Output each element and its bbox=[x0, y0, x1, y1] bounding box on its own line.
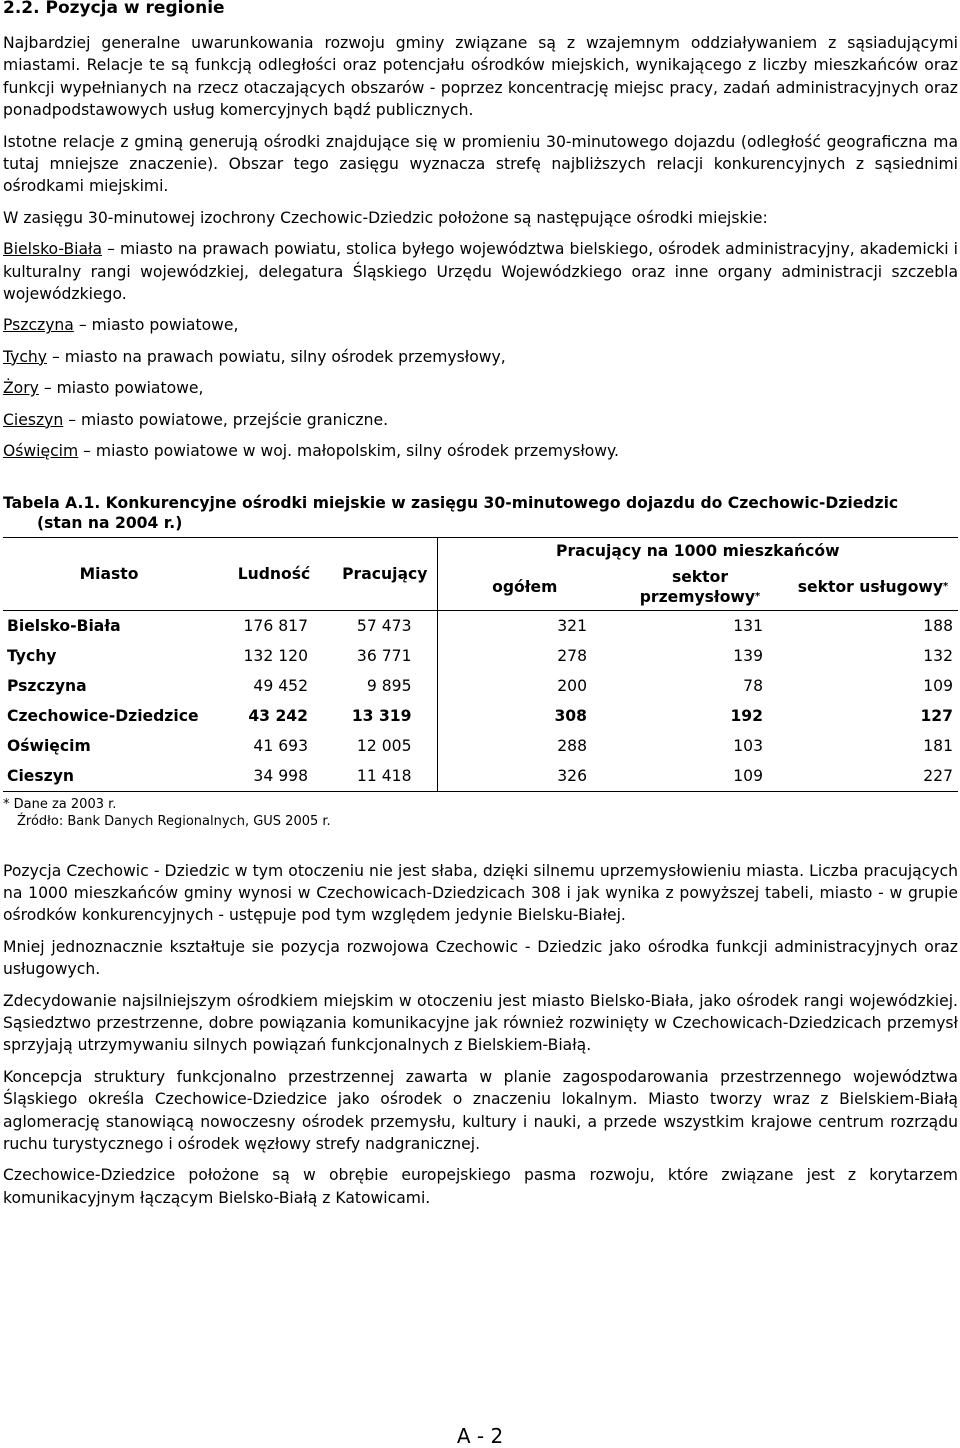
cell-uslug: 127 bbox=[920, 706, 953, 725]
table-source: Źródło: Bank Danych Regionalnych, GUS 2005 r. bbox=[17, 813, 331, 829]
cell-przem: 139 bbox=[733, 646, 763, 665]
cell-ludnosc: 34 998 bbox=[215, 761, 333, 792]
header-uslug-label: sektor usługowy bbox=[797, 577, 943, 596]
city-item-zory bbox=[3, 377, 958, 399]
cell-ludnosc: 132 120 bbox=[243, 646, 308, 665]
cell-uslug: 181 bbox=[923, 736, 953, 755]
cell-ogolem: 200 bbox=[437, 671, 612, 701]
header-uslug bbox=[788, 564, 958, 611]
cell-uslug: 227 bbox=[788, 761, 958, 792]
city-name: Cieszyn bbox=[3, 410, 64, 429]
cell-miasto: Czechowice-Dziedzice bbox=[7, 706, 199, 725]
cell-ogolem: 308 bbox=[437, 701, 612, 731]
city-name: Żory bbox=[3, 379, 39, 398]
document-page bbox=[3, 0, 958, 1218]
city-desc: – miasto na prawach powiatu, silny ośrodek przemysłowy, bbox=[47, 347, 506, 366]
city-item-tychy bbox=[3, 346, 958, 368]
cell-miasto: Oświęcim bbox=[7, 736, 91, 755]
header-ludnosc: Ludność bbox=[215, 537, 333, 610]
cell-przem: 192 bbox=[730, 706, 763, 725]
city-desc: – miasto powiatowe w woj. małopolskim, silny ośrodek przemysłowy. bbox=[78, 442, 620, 461]
header-miasto: Miasto bbox=[3, 537, 215, 610]
cell-pracujacy: 11 418 bbox=[333, 761, 437, 792]
cell-uslug: 188 bbox=[788, 610, 958, 641]
city-desc: – miasto powiatowe, bbox=[73, 316, 239, 335]
cell-ogolem: 321 bbox=[437, 610, 612, 641]
cell-miasto: Cieszyn bbox=[3, 761, 215, 792]
cell-ogolem: 278 bbox=[437, 641, 612, 671]
cell-przem: 131 bbox=[612, 610, 788, 641]
cell-pracujacy: 57 473 bbox=[333, 610, 437, 641]
cell-miasto: Bielsko-Biała bbox=[3, 610, 215, 641]
city-item-cieszyn bbox=[3, 409, 958, 431]
cell-pracujacy: 9 895 bbox=[366, 676, 412, 695]
table-title-main: Tabela A.1. Konkurencyjne ośrodki miejskie w zasięgu 30-minutowego dojazdu do Czechowic-Dziedzic bbox=[3, 493, 899, 512]
footnote-star: * bbox=[943, 580, 949, 592]
header-pracujacy: Pracujący bbox=[333, 537, 437, 610]
cell-przem: 78 bbox=[743, 676, 763, 695]
section-heading: 2.2. Pozycja w regionie bbox=[3, 0, 225, 18]
city-item-oswiecim bbox=[3, 440, 958, 462]
paragraph: Najbardziej generalne uwarunkowania rozwoju gminy związane są z wzajemnym oddziaływaniem z sąsiadującymi miastami. Relacje te są funkcją odległości oraz potencjału ośrodków miejskich, wynikającego z liczby mieszkańców oraz funkcji wypełnianych na rzecz otaczających obszarów - poprzez koncentrację miejsc pracy, zadań administracyjnych oraz ponadpodstawowych usług komercyjnych bądź publicznych. bbox=[3, 34, 958, 120]
header-group: Pracujący na 1000 mieszkańców bbox=[437, 537, 958, 564]
paragraph: Pozycja Czechowic - Dziedzic w tym otoczeniu nie jest słaba, dzięki silnemu uprzemysłowieniu miasta. Liczba pracujących na 1000 mieszkańców gminy wynosi w Czechowicach-Dziedzicach 308 i jak wynika z powyższej tabeli, miasto - w grupie ośrodków konkurencyjnych - ustępuje pod tym względem jedynie Bielsku-Białej. bbox=[3, 861, 958, 925]
city-item-bielsko bbox=[3, 238, 958, 305]
city-name: Oświęcim bbox=[3, 442, 79, 461]
table-title bbox=[3, 493, 958, 533]
cell-miasto: Tychy bbox=[7, 646, 57, 665]
cell-pracujacy: 36 771 bbox=[356, 646, 412, 665]
city-desc: – miasto powiatowe, bbox=[38, 379, 204, 398]
city-item-pszczyna bbox=[3, 314, 958, 336]
data-table bbox=[3, 537, 958, 792]
cell-uslug: 109 bbox=[923, 676, 953, 695]
paragraph: Czechowice-Dziedzice położone są w obrębie europejskiego pasma rozwoju, które związane jest z korytarzem komunikacyjnym łączącym Bielsko-Białą z Katowicami. bbox=[3, 1166, 958, 1207]
paragraph: Koncepcja struktury funkcjonalno przestrzennej zawarta w planie zagospodarowania przestrzennego województwa Śląskiego określa Czechowice-Dziedzice jako ośrodek o znaczeniu lokalnym. Miasto tworzy wraz z Bielskiem-Białą aglomerację stanowiącą nowoczesny ośrodek przemysłu, kultury i nauki, a przede wszystkim krajowe centrum rozrządu ruchu turystycznego i ośrodek węzłowy strefy nadgranicznej. bbox=[3, 1067, 958, 1153]
page-number: A - 2 bbox=[456, 1424, 504, 1448]
header-przem-label: sektor przemysłowy bbox=[639, 567, 756, 606]
cell-uslug: 132 bbox=[923, 646, 953, 665]
cell-przem: 103 bbox=[733, 736, 763, 755]
city-name: Pszczyna bbox=[3, 316, 74, 335]
footnote-star: * bbox=[755, 590, 761, 602]
city-desc: – miasto powiatowe, przejście graniczne. bbox=[63, 410, 389, 429]
paragraph: Zdecydowanie najsilniejszym ośrodkiem miejskim w otoczeniu jest miasto Bielsko-Biała, jako ośrodek rangi wojewódzkiej. Sąsiedztwo przestrzenne, dobre powiązania komunikacyjne jak również rozwinięty w Czechowicach-Dziedzicach przemysł sprzyjają utrzymywaniu silnych powiązań funkcjonalnych z Bielskiem-Białą. bbox=[3, 991, 958, 1055]
paragraph: Mniej jednoznacznie kształtuje sie pozycja rozwojowa Czechowic - Dziedzic jako ośrodka funkcji administracyjnych oraz usługowych. bbox=[3, 937, 958, 979]
city-desc: – miasto na prawach powiatu, stolica byłego województwa bielskiego, ośrodek administracyjny, akademicki i kulturalny rangi wojewódzkiej, delegatura Śląskiego Urzędu Wojewódzkiego oraz inne organy administracji szczebla wojewódzkiego. bbox=[3, 240, 958, 304]
cell-pracujacy: 12 005 bbox=[356, 736, 412, 755]
cell-ogolem: 288 bbox=[437, 731, 612, 761]
header-ogolem: ogółem bbox=[437, 564, 612, 611]
header-przem bbox=[612, 564, 788, 611]
cell-ludnosc: 49 452 bbox=[253, 676, 308, 695]
cell-ludnosc: 41 693 bbox=[253, 736, 308, 755]
table-title-sub: (stan na 2004 r.) bbox=[37, 513, 183, 532]
paragraph: W zasięgu 30-minutowej izochrony Czechowic-Dziedzic położone są następujące ośrodki miejskie: bbox=[3, 208, 768, 227]
city-name: Tychy bbox=[3, 347, 48, 366]
cell-ludnosc: 176 817 bbox=[215, 610, 333, 641]
table-footnote: * Dane za 2003 r. bbox=[3, 796, 117, 812]
cell-ogolem: 326 bbox=[437, 761, 612, 792]
cell-przem: 109 bbox=[612, 761, 788, 792]
cell-pracujacy: 13 319 bbox=[351, 706, 412, 725]
paragraph: Istotne relacje z gminą generują ośrodki znajdujące się w promieniu 30-minutowego dojazdu (odległość geograficzna ma tutaj mniejsze znaczenie). Obszar tego zasięgu wyznacza strefę najbliższych relacji konkurencyjnych z sąsiednimi ośrodkami miejskimi. bbox=[3, 132, 958, 196]
cell-miasto: Pszczyna bbox=[7, 676, 87, 695]
city-name: Bielsko-Biała bbox=[3, 240, 103, 259]
cell-ludnosc: 43 242 bbox=[248, 706, 308, 725]
